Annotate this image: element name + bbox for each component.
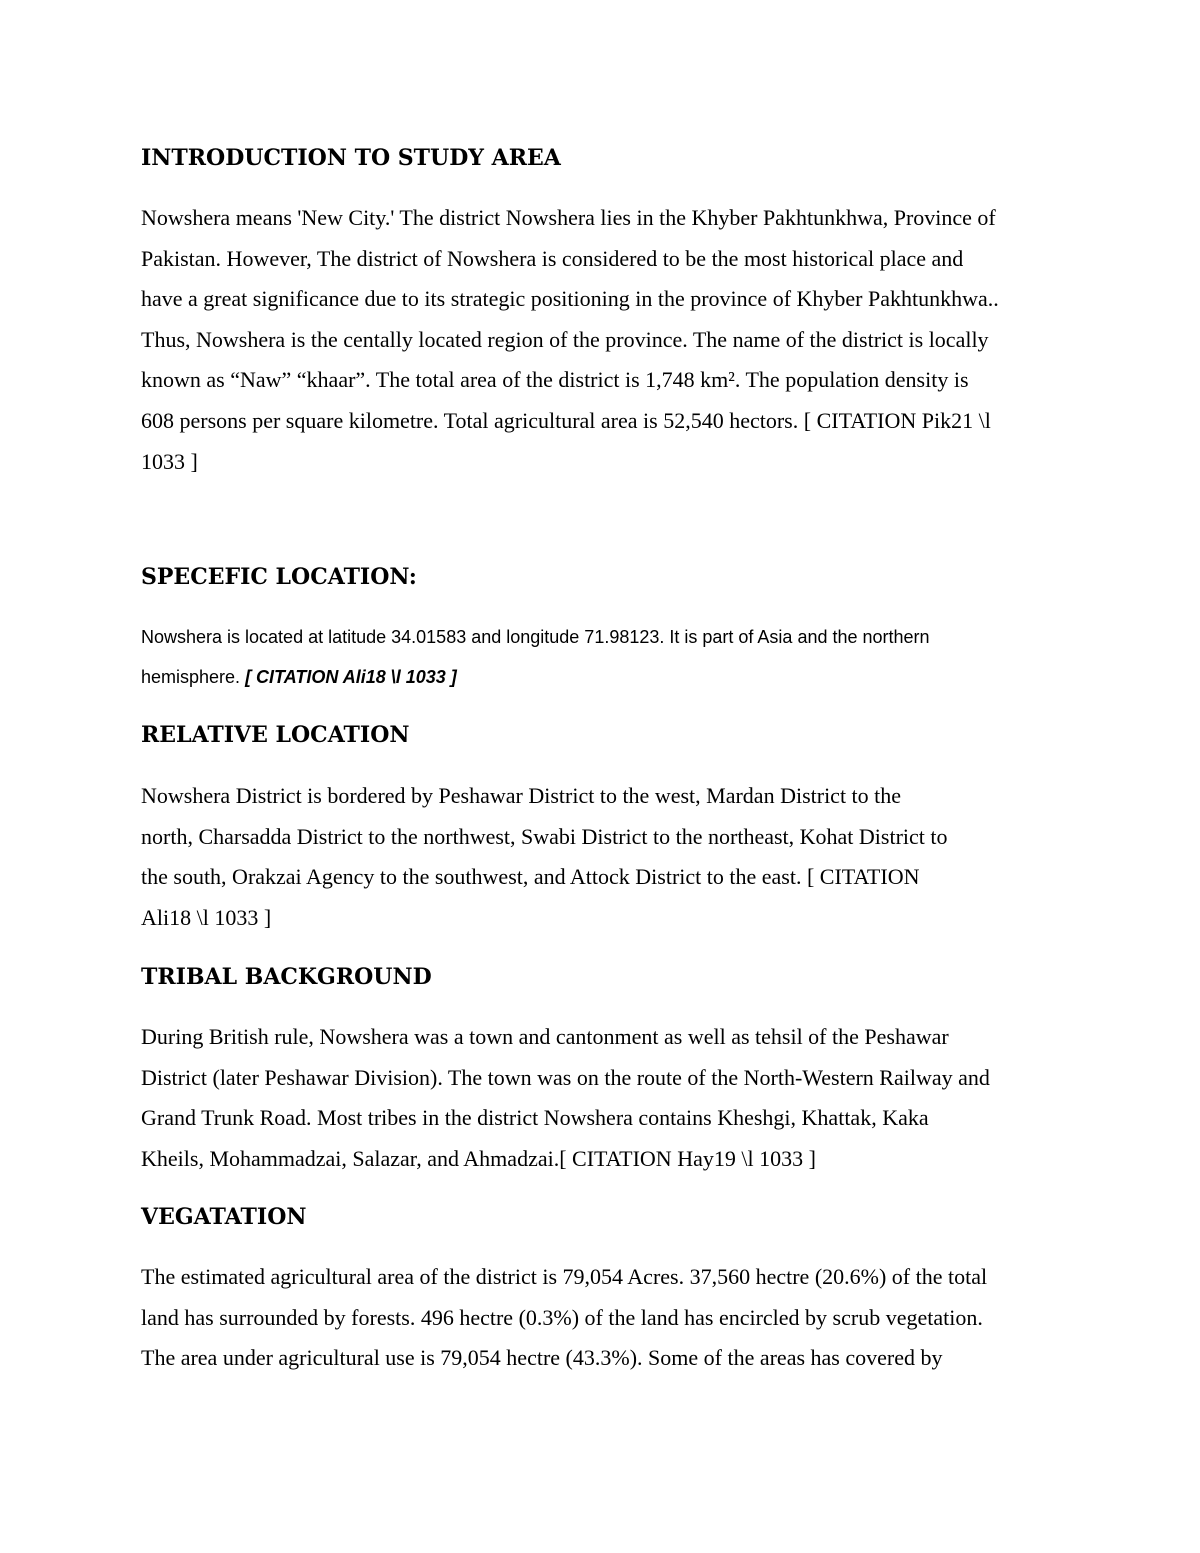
paragraph-line: 608 persons per square kilometre. Total agricultural area is 52,540 hectors. [ CITATION Pik21 \l [141,407,991,433]
paragraph-line: 1033 ] [141,448,198,474]
paragraph-line: known as “Naw” “khaar”. The total area of the district is 1,748 km². The population density is [141,367,969,393]
paragraph-line: Ali18 \l 1033 ] [141,904,272,930]
section-heading-tribal-background: TRIBAL BACKGROUND [141,964,432,990]
paragraph-line: The estimated agricultural area of the district is 79,054 Acres. 37,560 hectre (20.6%) of the total [141,1264,988,1289]
paragraph-line: Thus, Nowshera is the centally located region of the province. The name of the district is locally [141,326,989,352]
paragraph-line: the south, Orakzai Agency to the southwest, and Attock District to the east. [ CITATION [141,864,920,890]
paragraph-line: Nowshera means 'New City.' The district Nowshera lies in the Khyber Pakhtunkhwa, Province of [141,205,996,230]
paragraph-line: Pakistan. However, The district of Nowshera is considered to be the most historical place and [141,245,964,271]
citation-field: [ CITATION Ali18 \l 1033 ] [245,667,457,687]
paragraph-line: District (later Peshawar Division). The town was on the route of the North-Western Railway and [141,1064,990,1090]
paragraph-tribal-background [141,1017,1071,1179]
paragraph-relative-location [141,776,1071,938]
paragraph-line: Nowshera is located at latitude 34.01583 and longitude 71.98123. It is part of Asia and the northern [141,627,930,647]
paragraph-line: The area under agricultural use is 79,054 hectre (43.3%). Some of the areas has covered by [141,1345,943,1371]
paragraph-text: hemisphere. [141,667,246,687]
section-heading-introduction: INTRODUCTION TO STUDY AREA [141,145,561,171]
paragraph-line: north, Charsadda District to the northwest, Swabi District to the northeast, Kohat District to [141,823,948,849]
paragraph-line: Grand Trunk Road. Most tribes in the district Nowshera contains Kheshgi, Khattak, Kaka [141,1105,929,1131]
paragraph-introduction [141,198,1071,482]
paragraph-line: During British rule, Nowshera was a town and cantonment as well as tehsil of the Peshawar [141,1024,949,1049]
section-heading-vegetation: VEGATATION [141,1204,307,1230]
section-heading-relative-location: RELATIVE LOCATION [141,722,410,748]
paragraph-line: have a great significance due to its strategic positioning in the province of Khyber Pakhtunkhwa.. [141,286,999,312]
paragraph-vegetation [141,1257,1071,1379]
paragraph-specific-location [141,617,1071,697]
section-heading-specific-location: SPECEFIC LOCATION: [141,564,417,590]
paragraph-line [141,657,1071,697]
paragraph-line: Nowshera District is bordered by Peshawar District to the west, Mardan District to the [141,783,902,808]
paragraph-line: Kheils, Mohammadzai, Salazar, and Ahmadzai.[ CITATION Hay19 \l 1033 ] [141,1145,816,1171]
paragraph-line: land has surrounded by forests. 496 hectre (0.3%) of the land has encircled by scrub vegetation. [141,1304,983,1330]
